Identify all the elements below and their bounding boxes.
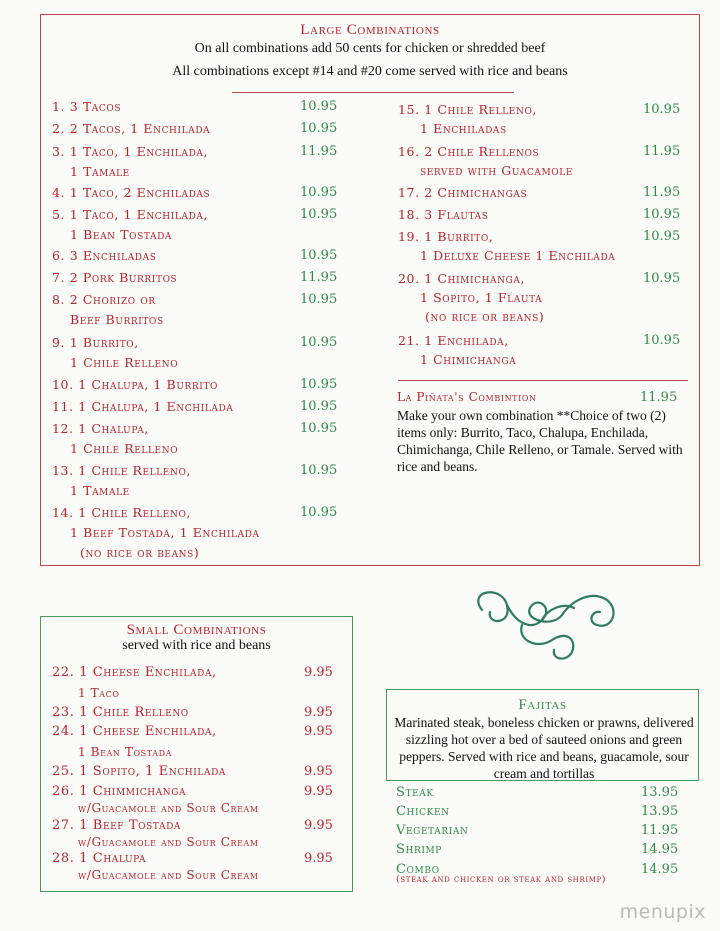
menu-item-price: 9.95 <box>304 665 333 680</box>
menu-item-name: 12. 1 Chalupa, <box>52 421 149 436</box>
pinata-combination-name: La Piñata's Combintion <box>397 390 537 404</box>
menu-item-detail: 1 Chimichanga <box>420 352 517 367</box>
menu-item-detail: w/Guacamole and Sour Cream <box>78 868 259 882</box>
menu-item-name: 8. 2 Chorizo or <box>52 292 156 307</box>
menu-item-price: 10.95 <box>643 333 681 348</box>
menu-item-name: 23. 1 Chile Relleno <box>52 705 189 720</box>
menu-item-name: 10. 1 Chalupa, 1 Burrito <box>52 377 219 392</box>
menu-item-detail: 1 Taco <box>78 686 120 700</box>
small-combinations-note: served with rice and beans <box>122 638 271 653</box>
menu-item-price: 10.95 <box>643 229 681 244</box>
menu-item-price: 11.95 <box>641 823 679 838</box>
large-note-2: All combinations except #14 and #20 come served with rice and beans <box>172 64 568 79</box>
menu-item-price: 10.95 <box>300 207 338 222</box>
menu-item-price: 10.95 <box>643 271 681 286</box>
menu-item-price: 10.95 <box>300 399 338 414</box>
menu-item-detail: 1 Sopito, 1 Flauta <box>420 290 543 305</box>
menu-item-name: Combo <box>396 862 440 877</box>
menu-item-price: 10.95 <box>300 421 338 436</box>
menu-item-name: 15. 1 Chile Relleno, <box>398 102 537 117</box>
menu-item-name: 1. 3 Tacos <box>52 99 122 114</box>
menu-item-name: 13. 1 Chile Relleno, <box>52 463 191 478</box>
menu-item-name: 6. 3 Enchiladas <box>52 248 157 263</box>
menu-item-name: 2. 2 Tacos, 1 Enchilada <box>52 121 211 136</box>
fajitas-title: Fajitas <box>518 697 567 713</box>
menu-item-detail: 1 Bean Tostada <box>70 227 173 242</box>
menu-item-price: 9.95 <box>304 764 333 779</box>
menu-item-price: 14.95 <box>641 842 679 857</box>
menu-item-price: 13.95 <box>641 804 679 819</box>
menu-item-price: 13.95 <box>641 785 679 800</box>
menu-item-price: 9.95 <box>304 818 333 833</box>
fajitas-description: Marinated steak, boneless chicken or prawns, delivered sizzling hot over a bed of sauteed onions and green peppers. Served with rice and beans, guacamole, sour cream and tortillas <box>394 715 694 781</box>
menu-item-price: 9.95 <box>304 851 333 866</box>
menu-item-detail: w/Guacamole and Sour Cream <box>78 801 259 815</box>
menu-item-detail: w/Guacamole and Sour Cream <box>78 835 259 849</box>
menupix-watermark: menupix <box>619 901 706 923</box>
menu-item-price: 10.95 <box>300 99 338 114</box>
menu-item-detail: 1 Deluxe Cheese 1 Enchilada <box>420 248 616 263</box>
menu-item-name: 21. 1 Enchilada, <box>398 333 509 348</box>
menu-item-price: 10.95 <box>300 292 338 307</box>
menu-item-detail: 1 Bean Tostada <box>78 745 173 759</box>
menu-item-name: 7. 2 Pork Burritos <box>52 270 178 285</box>
large-note-1: On all combinations add 50 cents for chicken or shredded beef <box>194 41 546 56</box>
menu-item-name: 11. 1 Chalupa, 1 Enchilada <box>52 399 234 414</box>
menu-item-detail: 1 Tamale <box>70 483 130 498</box>
menu-item-price: 9.95 <box>304 784 333 799</box>
pinata-divider <box>398 380 688 381</box>
menu-item-price: 11.95 <box>643 144 681 159</box>
menu-item-name: 25. 1 Sopito, 1 Enchilada <box>52 764 227 779</box>
menu-item-price: 10.95 <box>300 248 338 263</box>
menu-item-name: 9. 1 Burrito, <box>52 335 139 350</box>
menu-item-name: 16. 2 Chile Rellenos <box>398 144 540 159</box>
menu-item-detail: served with Guacamole <box>420 163 573 178</box>
menu-item-name: 28. 1 Chalupa <box>52 851 147 866</box>
menu-item-name: Shrimp <box>396 842 442 857</box>
menu-item-detail: 1 Chile Relleno <box>70 355 179 370</box>
menu-item-price: 10.95 <box>300 377 338 392</box>
menu-item-name: 24. 1 Cheese Enchilada, <box>52 724 217 739</box>
menu-item-name: 3. 1 Taco, 1 Enchilada, <box>52 144 209 159</box>
menu-item-name: 14. 1 Chile Relleno, <box>52 505 191 520</box>
menu-item-price: 9.95 <box>304 705 333 720</box>
menu-item-name: Chicken <box>396 804 450 819</box>
menu-item-price: 9.95 <box>304 724 333 739</box>
menu-item-detail: Beef Burritos <box>70 312 164 327</box>
menu-item-price: 10.95 <box>300 335 338 350</box>
menu-item-price: 11.95 <box>300 144 338 159</box>
menu-item-name: Vegetarian <box>396 823 469 838</box>
menu-item-name: 27. 1 Beef Tostada <box>52 818 182 833</box>
menu-item-price: 11.95 <box>643 185 681 200</box>
large-combinations-title: Large Combinations <box>300 22 440 38</box>
menu-item-name: 22. 1 Cheese Enchilada, <box>52 665 217 680</box>
menu-item-detail: 1 Beef Tostada, 1 Enchilada <box>70 525 260 540</box>
menu-item-note: (steak and chicken or steak and shrimp) <box>396 874 607 885</box>
menu-item-detail: 1 Chile Relleno <box>70 441 179 456</box>
menu-item-name: Steak <box>396 785 434 800</box>
menu-item-price: 10.95 <box>643 102 681 117</box>
menu-item-detail: 1 Enchiladas <box>420 121 507 136</box>
menu-item-note: (no rice or beans) <box>80 545 200 560</box>
menu-item-price: 14.95 <box>641 862 679 877</box>
menu-item-price: 10.95 <box>300 463 338 478</box>
menu-item-name: 18. 3 Flautas <box>398 207 489 222</box>
menu-item-price: 10.95 <box>300 505 338 520</box>
decorative-swirl-ornament <box>462 580 622 670</box>
menu-item-name: 17. 2 Chimichangas <box>398 185 528 200</box>
header-divider <box>232 92 514 93</box>
menu-item-detail: 1 Tamale <box>70 164 130 179</box>
menu-item-name: 19. 1 Burrito, <box>398 229 494 244</box>
menu-item-price: 10.95 <box>300 121 338 136</box>
menu-item-price: 10.95 <box>300 185 338 200</box>
menu-item-name: 20. 1 Chimichanga, <box>398 271 526 286</box>
small-combinations-title: Small Combinations <box>126 622 267 638</box>
pinata-combination-description: Make your own combination **Choice of two (2) items only: Burrito, Taco, Chalupa, Enchilada, Chimichanga, Chile Relleno, or Tamale. Served with rice and beans. <box>397 408 683 474</box>
menu-item-note: (no rice or beans) <box>425 309 545 324</box>
menu-item-name: 4. 1 Taco, 2 Enchiladas <box>52 185 211 200</box>
menu-item-name: 26. 1 Chimmichanga <box>52 784 187 799</box>
pinata-combination-price: 11.95 <box>640 390 678 405</box>
menu-item-price: 10.95 <box>643 207 681 222</box>
menu-item-price: 11.95 <box>300 270 338 285</box>
menu-item-name: 5. 1 Taco, 1 Enchilada, <box>52 207 209 222</box>
